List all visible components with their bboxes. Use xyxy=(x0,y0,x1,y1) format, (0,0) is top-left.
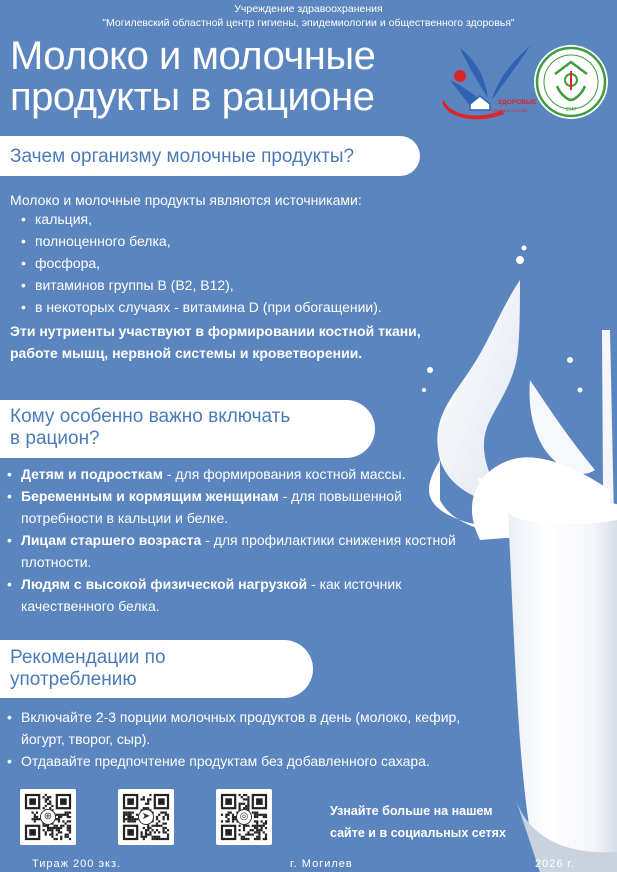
center-emblem-logo xyxy=(533,44,609,120)
group-reason: - как источник xyxy=(307,576,402,592)
group-name: Лицам старшего возраста xyxy=(21,532,202,548)
cta-line-2: сайте и в социальных сетях xyxy=(330,826,506,840)
section-heading-why xyxy=(0,136,420,176)
group-reason-cont: плотности. xyxy=(21,554,92,570)
logo-text-line2: ГОРОДА И ПОСЕЛКИ xyxy=(492,109,528,113)
emblem-year: 1947 xyxy=(565,107,577,113)
telegram-icon: ➤ xyxy=(138,809,154,825)
list-item: • в некоторых случаях - витамина D (при обогащении). xyxy=(20,296,382,318)
group-name: Беременным и кормящим женщинам xyxy=(21,488,279,504)
logo-text-line1: ЗДОРОВЫЕ xyxy=(498,99,537,106)
instagram-qr-code[interactable] xyxy=(216,789,272,845)
rec-line-cont: йогурт, творог, сыр). xyxy=(21,731,151,747)
group-reason: - для формирования костной массы. xyxy=(162,466,406,482)
globe-icon: ⊕ xyxy=(40,809,56,825)
list-item: • витаминов группы В (В2, В12), xyxy=(20,274,382,296)
target-groups-list xyxy=(6,463,476,617)
summary-line-1: Эти нутриенты участвуют в формировании костной ткани, xyxy=(10,323,421,339)
group-reason-cont: потребности в кальции и белке. xyxy=(21,510,229,526)
nutrients-list xyxy=(20,208,382,318)
print-run: Тираж 200 экз. xyxy=(32,858,122,870)
group-name: Людям с высокой физической нагрузкой xyxy=(21,576,308,592)
summary-line-2: работе мышц, нервной системы и кроветворении. xyxy=(10,345,363,361)
list-item: • фосфора, xyxy=(20,252,382,274)
rec-line: Включайте 2-3 порции молочных продуктов в день (молоко, кефир, xyxy=(21,709,461,725)
group-reason: - для повышенной xyxy=(278,488,402,504)
list-item xyxy=(6,706,496,750)
group-name: Детям и подросткам xyxy=(21,466,163,482)
cta-line-1: Узнайте больше на нашем xyxy=(330,804,493,818)
rec-line: Отдавайте предпочтение продуктам без добавленного сахара. xyxy=(21,753,430,769)
nutrients-summary xyxy=(10,320,421,364)
group-reason-cont: качественного белка. xyxy=(21,598,160,614)
section-heading-recommendations xyxy=(0,640,313,698)
list-item xyxy=(6,463,476,485)
section-heading-why-text: Зачем организму молочные продукты? xyxy=(10,146,355,167)
org-name: "Могилевский областной центр гигиены, эпидемиологии и общественного здоровья" xyxy=(102,17,515,29)
list-item xyxy=(6,750,496,772)
telegram-qr-code[interactable] xyxy=(118,789,174,845)
page-title xyxy=(10,36,375,118)
list-item xyxy=(6,529,476,573)
instagram-icon: ◎ xyxy=(236,809,252,825)
year: 2026 г. xyxy=(535,858,576,870)
section-heading-rec-line-1: Рекомендации по xyxy=(10,647,166,668)
section-heading-who xyxy=(0,400,375,458)
list-item: • полноценного белка, xyxy=(20,230,382,252)
section-heading-who-line-1: Кому особенно важно включать xyxy=(10,406,291,427)
social-cta xyxy=(330,800,506,844)
title-line-1: Молоко и молочные xyxy=(10,34,376,78)
city: г. Могилев xyxy=(290,858,353,870)
section-heading-who-line-2: в рацион? xyxy=(10,428,100,449)
list-item: • кальция, xyxy=(20,208,382,230)
org-type: Учреждение здравоохранения xyxy=(234,3,383,15)
healthy-cities-logo xyxy=(440,40,537,122)
website-qr-code[interactable] xyxy=(20,789,76,845)
list-item xyxy=(6,573,476,617)
sources-intro: Молоко и молочные продукты являются источниками: xyxy=(10,192,362,208)
list-item xyxy=(6,485,476,529)
section-heading-rec-line-2: употреблению xyxy=(10,669,137,690)
recommendations-list xyxy=(6,706,496,772)
group-reason: - для профилактики снижения костной xyxy=(201,532,456,548)
title-line-2: продукты в рационе xyxy=(10,75,375,119)
